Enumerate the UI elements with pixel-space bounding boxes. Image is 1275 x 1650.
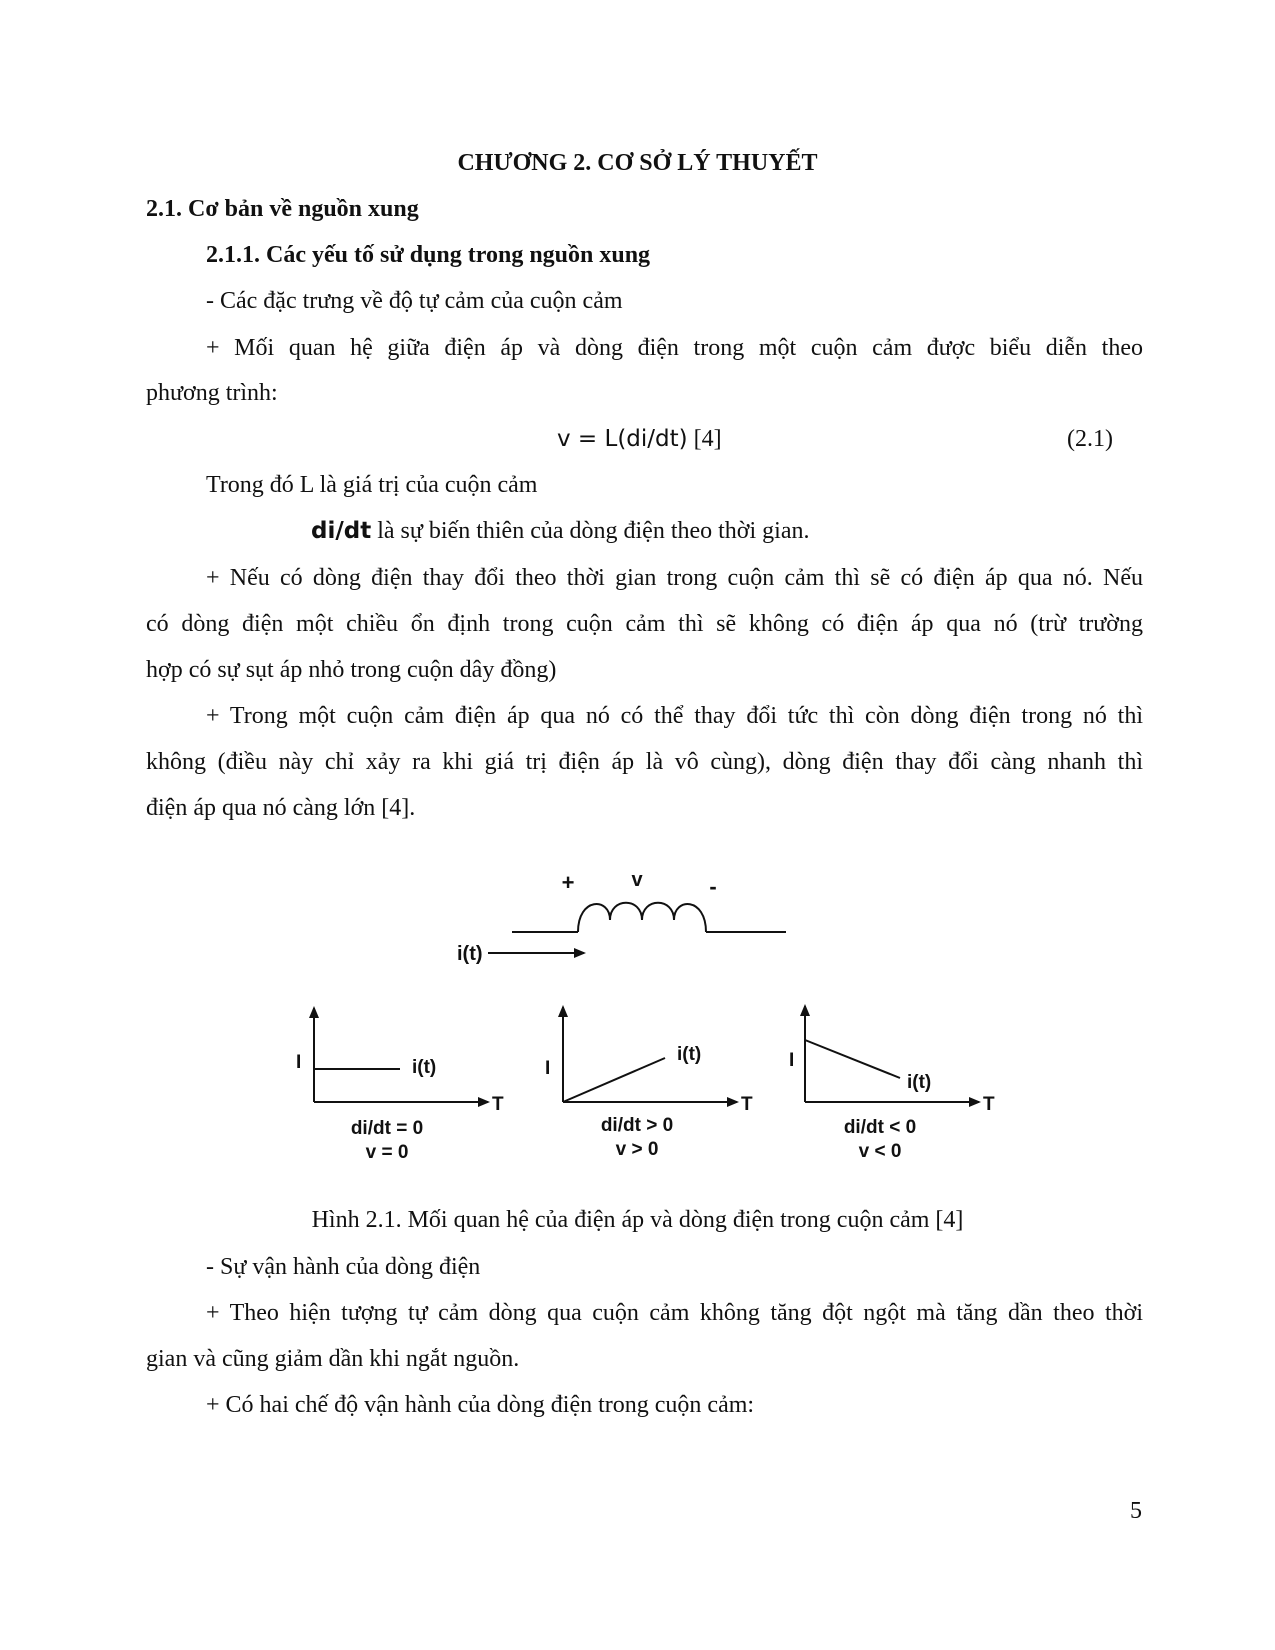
section-heading-2-1-1: 2.1.1. Các yếu tố sử dụng trong nguồn xung [206,242,651,268]
graph3-condition-didt: di/dt < 0 [843,1117,917,1138]
equation-number: (2.1) [1067,426,1113,452]
graph1-condition-v: v = 0 [365,1142,409,1163]
where-L: Trong đó L là giá trị của cuộn cảm [206,472,538,498]
current-label: i(t) [457,943,483,965]
paragraph-4-line-1: + Theo hiện tượng tự cảm dòng qua cuộn cảm không tăng đột ngột mà tăng dần theo thời [206,1300,1143,1326]
graph1-y-label: I [296,1052,302,1073]
minus-sign: - [709,874,717,899]
graph2-condition-v: v > 0 [615,1139,659,1160]
graph2-x-label: T [741,1094,753,1115]
graph1-condition-didt: di/dt = 0 [350,1118,424,1139]
graph3-condition-v: v < 0 [858,1141,902,1162]
graph2-curve-label: i(t) [677,1044,702,1065]
graph3-curve-label: i(t) [907,1072,932,1093]
paragraph-2-line-1: + Nếu có dòng điện thay đổi theo thời gian trong cuộn cảm thì sẽ có điện áp qua nó. Nếu [206,565,1143,591]
didt-description: là sự biến thiên của dòng điện theo thời gian. [371,518,810,544]
paragraph-2-line-2: có dòng điện một chiều ổn định trong cuộn cảm thì sẽ không có điện áp qua nó (trừ trường [146,611,1143,637]
equation-formula: v = L(di/dt) [557,426,688,452]
page-number: 5 [1130,1498,1142,1524]
graph-increasing-current [545,1007,753,1160]
paragraph-1-line-2: phương trình: [146,380,278,406]
plus-sign: + [561,870,575,895]
paragraph-3-line-3: điện áp qua nó càng lớn [4]. [146,795,416,821]
section-heading-2-1: 2.1. Cơ bản về nguồn xung [146,196,419,222]
graph3-curve [805,1040,900,1078]
equation-reference: [4] [693,426,722,452]
voltage-label: v [631,869,643,891]
graph-constant-current [296,1008,504,1163]
graph2-curve [563,1058,665,1102]
inductance-heading: - Các đặc trưng về độ tự cảm của cuộn cảm [206,288,623,314]
graph1-x-label: T [492,1094,504,1115]
figure-caption: Hình 2.1. Mối quan hệ của điện áp và dòng điện trong cuộn cảm [4] [311,1207,964,1233]
graph2-condition-didt: di/dt > 0 [600,1115,674,1136]
paragraph-3-line-2: không (điều này chỉ xảy ra khi giá trị điện áp là vô cùng), dòng điện thay đổi càng nhanh thì [146,749,1143,775]
paragraph-4-line-2: gian và cũng giảm dần khi ngắt nguồn. [146,1346,520,1372]
paragraph-2-line-3: hợp có sự sụt áp nhỏ trong cuộn dây đồng) [146,657,557,683]
graph2-y-label: I [545,1058,551,1079]
graph3-y-label: I [789,1050,795,1071]
graph3-x-label: T [983,1094,995,1115]
didt-symbol: di/dt [311,518,372,544]
inductor-symbol [512,903,786,932]
paragraph-1-line-1: + Mối quan hệ giữa điện áp và dòng điện trong một cuộn cảm được biểu diễn theo [206,335,1143,361]
inductor-coil [578,903,706,932]
paragraph-5-line-1: + Có hai chế độ vận hành của dòng điện trong cuộn cảm: [206,1392,755,1418]
chapter-title: CHƯƠNG 2. CƠ SỞ LÝ THUYẾT [457,150,818,176]
operation-heading: - Sự vận hành của dòng điện [206,1254,481,1280]
graph-decreasing-current [789,1006,995,1162]
paragraph-3-line-1: + Trong một cuộn cảm điện áp qua nó có thể thay đổi tức thì còn dòng điện trong nó thì [206,703,1143,729]
graph1-curve-label: i(t) [412,1057,437,1078]
